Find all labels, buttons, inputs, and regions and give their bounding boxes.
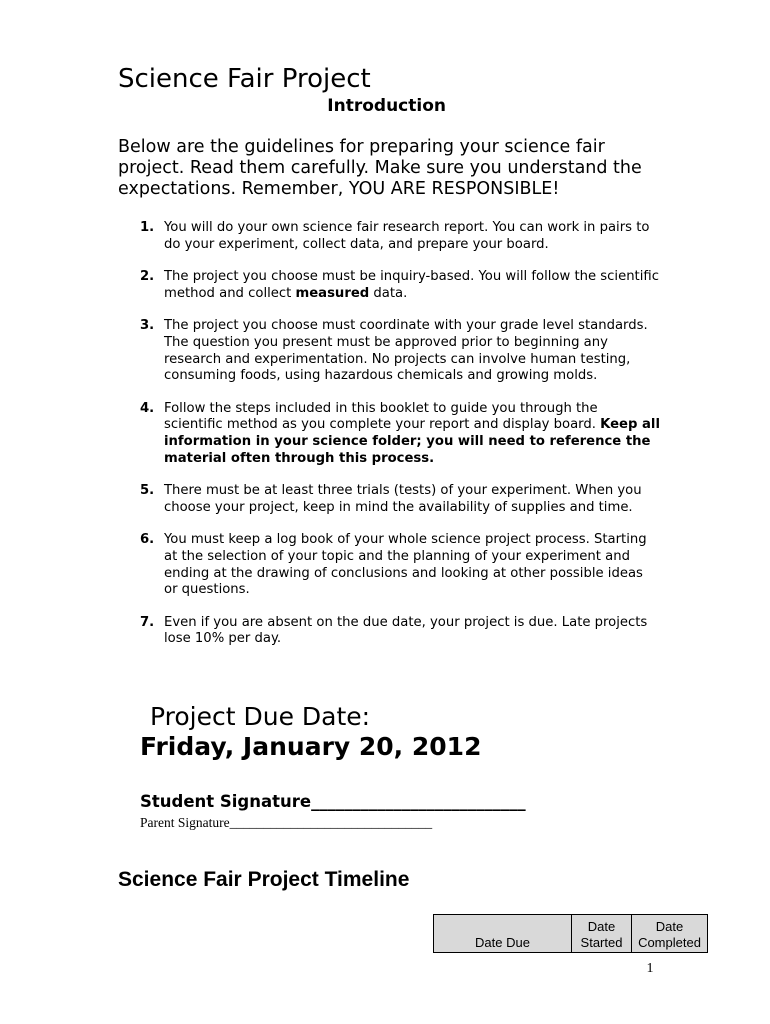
guideline-item (140, 269, 660, 302)
section-heading-text: Introduction (327, 96, 446, 116)
guideline-text: You will do your own science fair research report. You can work in pairs to do your experiment, collect data, and prepare your board. (164, 220, 650, 252)
guideline-number: 4. (140, 400, 155, 416)
guideline-item (140, 220, 660, 253)
guideline-text: The project you choose must coordinate with your grade level standards. The question you present must be approved prior to beginning any research and experimentation. No projects can involve human testing, consuming foods, using hazardous chemicals and growing molds. (164, 318, 648, 384)
section-heading-introduction (118, 96, 528, 116)
guideline-text: You must keep a log book of your whole science project process. Starting at the selection of your topic and the planning of your experiment and ending at the drawing of conclusions and looking at other possible ideas or questions. (164, 532, 647, 598)
guideline-item (140, 483, 660, 516)
column-header-date-due: Date Due (434, 915, 572, 953)
column-header-date-completed: Date Completed (632, 915, 708, 953)
column-header-date-started: Date Started (572, 915, 632, 953)
guideline-text-end: data. (369, 285, 408, 301)
guideline-text: The project you choose must be inquiry-based. You will follow the scientific method and collect (164, 269, 659, 301)
due-date-value: Friday, January 20, 2012 (140, 732, 482, 761)
guideline-item (140, 615, 660, 648)
page-number: 1 (646, 961, 654, 976)
guideline-item (140, 401, 660, 467)
guideline-text: Even if you are absent on the due date, your project is due. Late projects lose 10% per day. (164, 614, 648, 647)
student-signature-line: Student Signature__________________________ (140, 792, 526, 811)
guideline-number: 3. (140, 318, 155, 334)
due-date-label: Project Due Date: (150, 702, 371, 731)
timeline-table (433, 914, 708, 953)
guideline-text: There must be at least three trials (tests) of your experiment. When you choose your project, keep in mind the availability of supplies and time. (164, 483, 642, 515)
guideline-emphasis: Keep all information in your science folder; you will need to reference the material often through this process. (164, 417, 660, 466)
guideline-number: 2. (140, 269, 155, 285)
timeline-header-row (434, 915, 708, 953)
timeline-title: Science Fair Project Timeline (118, 868, 410, 891)
guidelines-list (140, 220, 660, 664)
guideline-number: 1. (140, 220, 155, 235)
parent-signature-line: Parent Signature______________________________ (140, 815, 433, 830)
guideline-item (140, 318, 660, 384)
guideline-number: 6. (140, 532, 155, 548)
guideline-text: Follow the steps included in this booklet to guide you through the scientific method as you complete your report and display board. (164, 400, 601, 433)
guideline-item (140, 532, 660, 598)
guideline-number: 7. (140, 614, 155, 630)
lead-paragraph: Below are the guidelines for preparing your science fair project. Read them carefully. Make sure you understand the expectations. Remember, YOU ARE RESPONSIBLE! (118, 137, 642, 199)
guideline-number: 5. (140, 483, 155, 499)
document-title: Science Fair Project (118, 64, 371, 94)
guideline-emphasis: measured (295, 285, 370, 301)
